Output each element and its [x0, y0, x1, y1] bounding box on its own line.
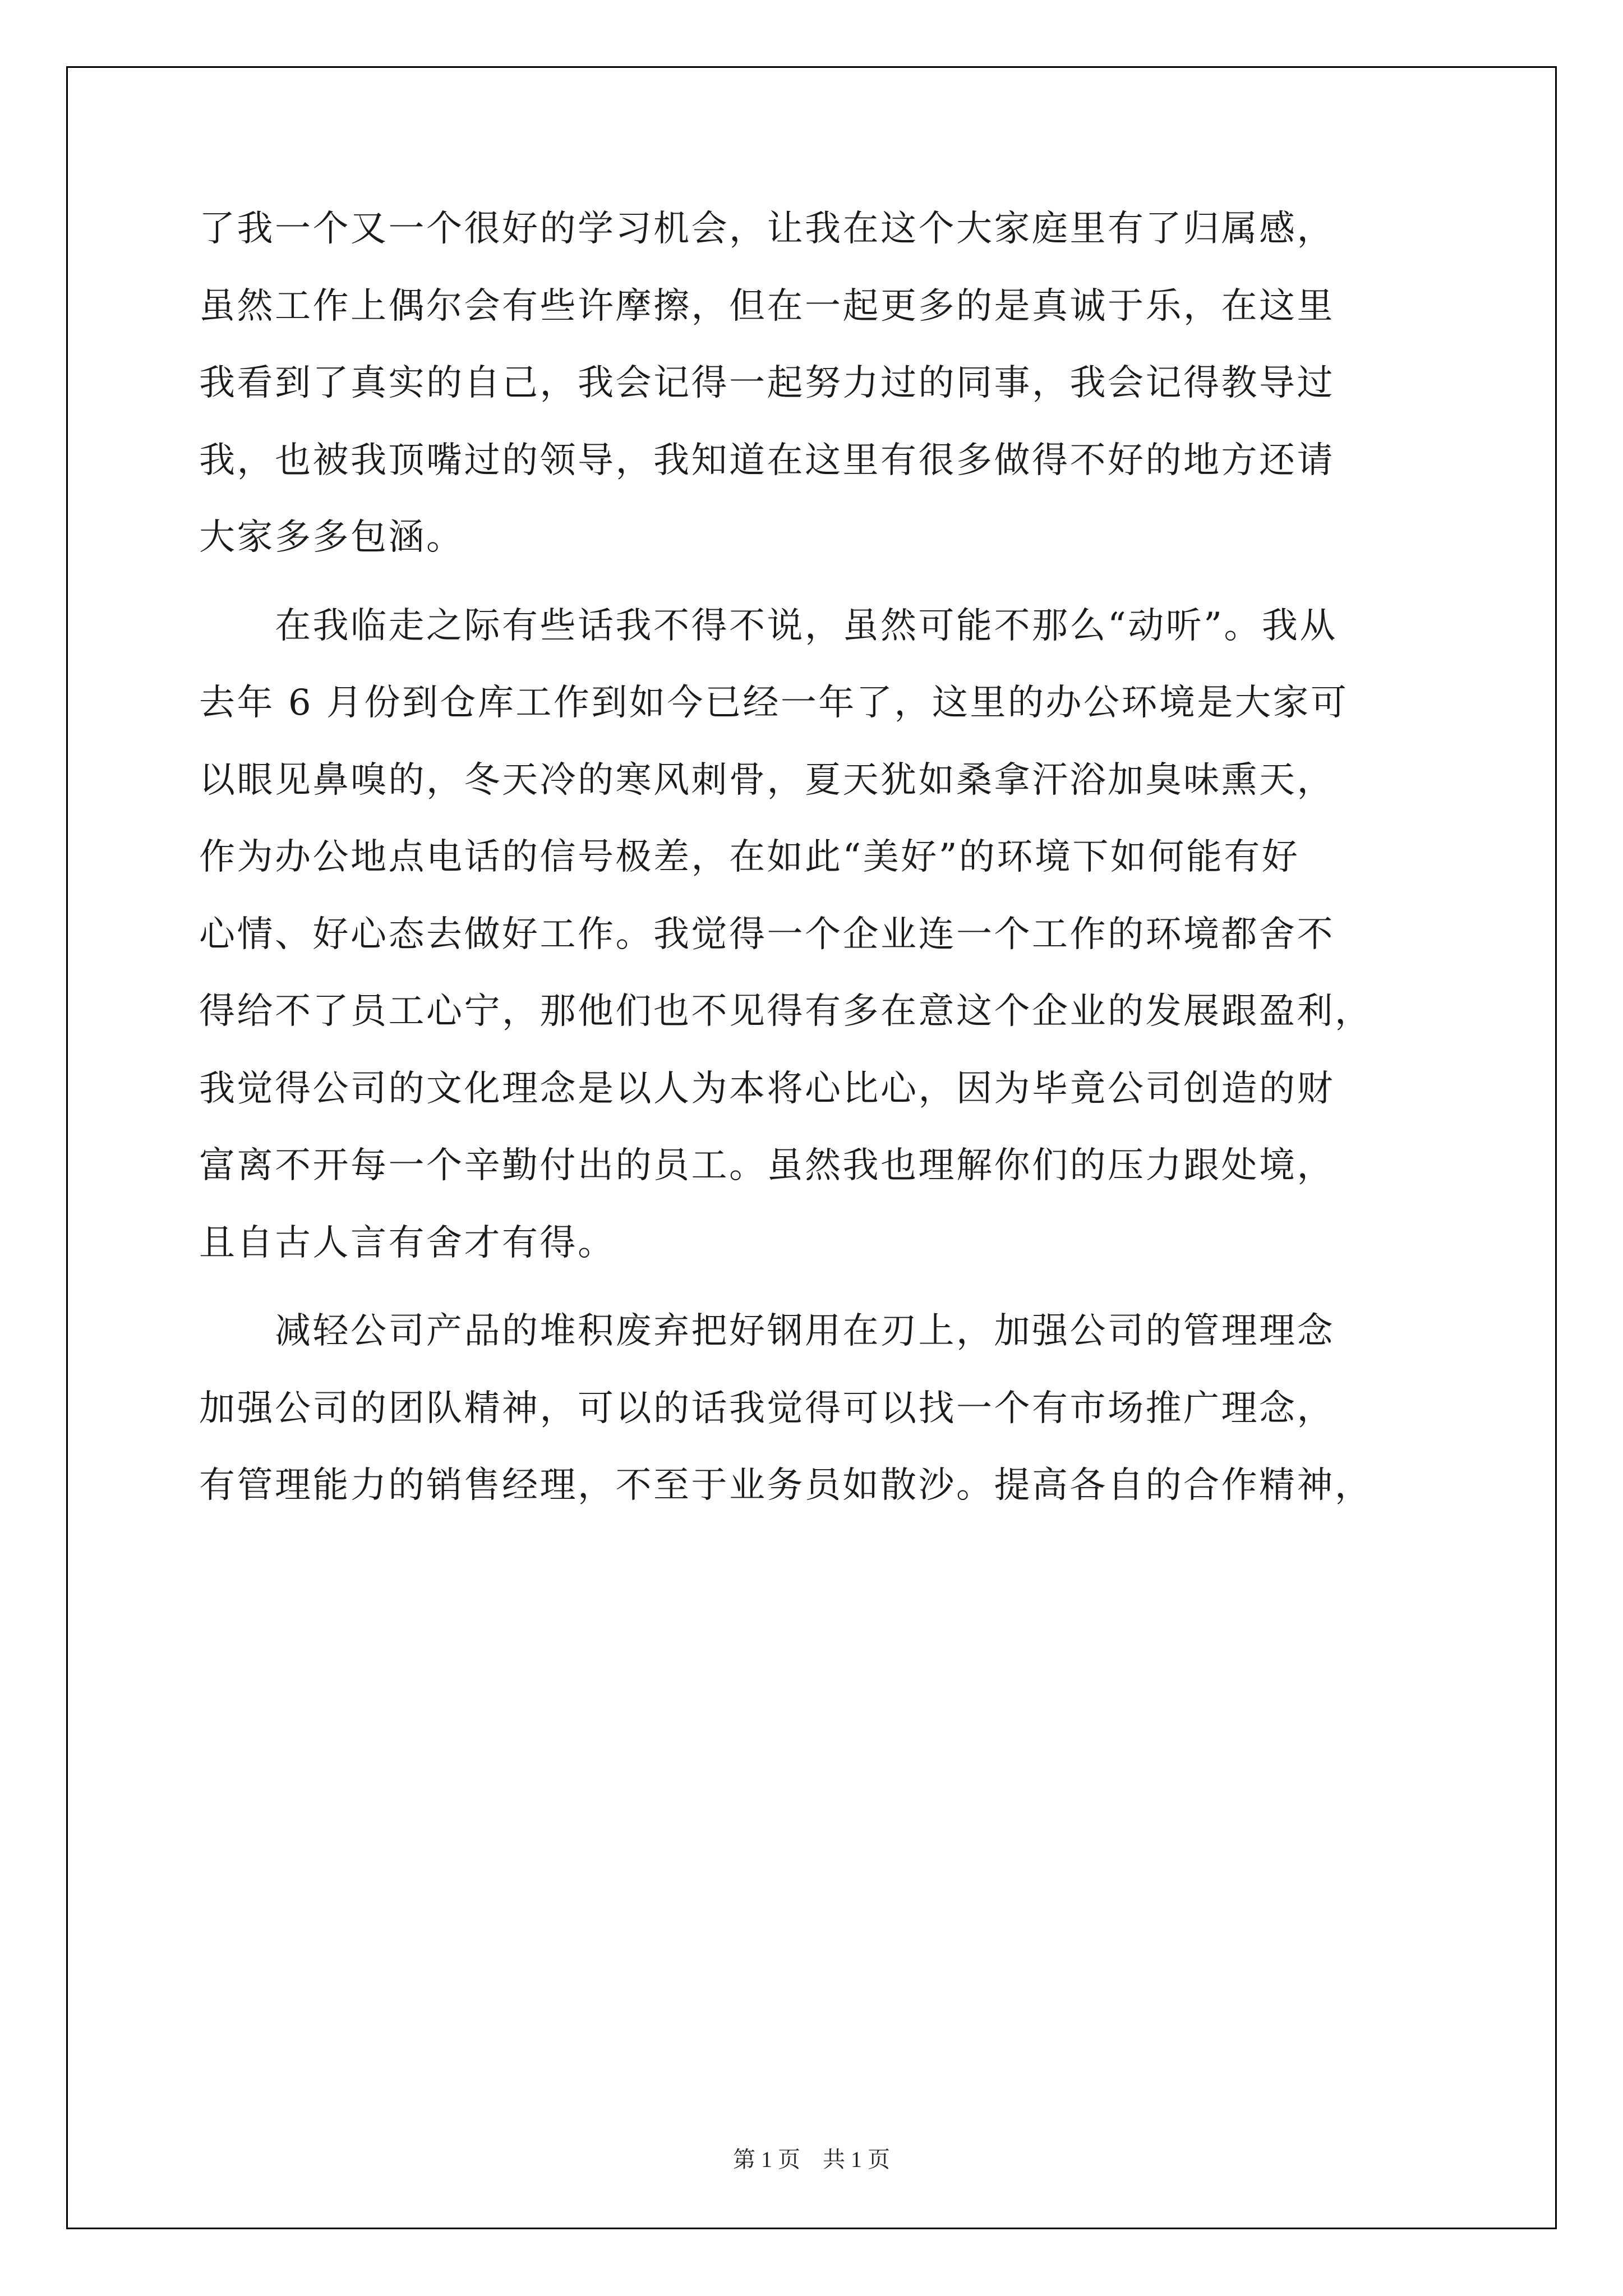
text-line: 有管理能力的销售经理，不至于业务员如散沙。提高各自的合作精神，	[199, 1465, 1373, 1506]
text-line: 以眼见鼻嗅的，冬天冷的寒风刺骨，夏天犹如桑拿汗浴加臭味熏天，	[199, 759, 1335, 801]
text-line: 在我临走之际有些话我不得不说，虽然可能不那么“动听”。我从	[199, 605, 1338, 647]
text-line: 减轻公司产品的堆积废弃把好钢用在刃上，加强公司的管理理念	[199, 1310, 1335, 1352]
text-line: 心情、好心态去做好工作。我觉得一个企业连一个工作的环境都舍不	[199, 913, 1335, 955]
text-line: 加强公司的团队精神，可以的话我觉得可以找一个有市场推广理念，	[199, 1387, 1335, 1429]
paragraph-gap	[199, 577, 1422, 588]
page-number-footer: 第 1 页 共 1 页	[733, 2147, 890, 2172]
text-line: 虽然工作上偶尔会有些许摩擦，但在一起更多的是真诚于乐，在这里	[199, 285, 1335, 327]
text-line: 了我一个又一个很好的学习机会，让我在这个大家庭里有了归属感，	[199, 208, 1335, 250]
paragraph-gap	[199, 1282, 1422, 1293]
text-line: 我，也被我顶嘴过的领导，我知道在这里有很多做得不好的地方还请	[199, 439, 1335, 481]
text-line: 我看到了真实的自己，我会记得一起努力过的同事，我会记得教导过	[199, 362, 1335, 404]
text-line: 大家多多包涵。	[199, 517, 464, 558]
text-line: 富离不开每一个辛勤付出的员工。虽然我也理解你们的压力跟处境，	[199, 1145, 1335, 1186]
text-line: 去年 6 月份到仓库工作到如今已经一年了，这里的办公环境是大家可	[199, 682, 1349, 724]
text-line: 我觉得公司的文化理念是以人为本将心比心，因为毕竟公司创造的财	[199, 1068, 1335, 1110]
text-line: 作为办公地点电话的信号极差，在如此“美好”的环境下如何能有好	[199, 836, 1300, 878]
text-line: 得给不了员工心宁，那他们也不见得有多在意这个企业的发展跟盈利，	[199, 991, 1373, 1032]
text-line: 且自古人言有舍才有得。	[199, 1222, 616, 1264]
document-body	[199, 191, 1422, 1525]
